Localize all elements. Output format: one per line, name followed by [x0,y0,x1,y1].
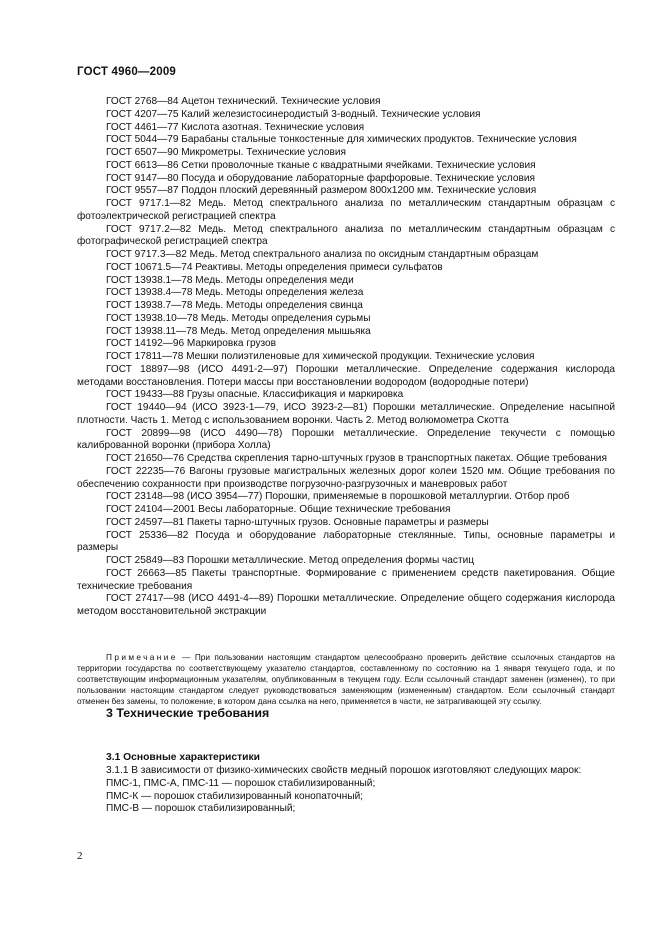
normative-references-list [77,96,615,619]
reference-item: ГОСТ 23148—98 (ИСО 3954—77) Порошки, применяемые в порошковой металлургии. Отбор проб [106,491,570,503]
page-number: 2 [77,850,83,862]
reference-item: ГОСТ 10671.5—74 Реактивы. Методы определения примеси сульфатов [106,261,443,273]
reference-item: ГОСТ 9717.3—82 Медь. Метод спектрального анализа по оксидным стандартным образцам [106,249,539,260]
reference-item: ГОСТ 13938.11—78 Медь. Метод определения мышьяка [106,325,371,337]
reference-item: ГОСТ 9147—80 Посуда и оборудование лабораторные фарфоровые. Технические условия [106,172,535,184]
grade-item: ПМС-1, ПМС-А, ПМС-11 — порошок стабилизированный; [106,777,376,789]
reference-item: ГОСТ 9717.1—82 Медь. Метод спектрального анализа по металлическим стандартным образцам с фотоэлектрической регистрацией спектра [77,198,615,222]
reference-item: ГОСТ 6613—86 Сетки проволочные тканые с квадратными ячейками. Технические условия [106,159,536,171]
grade-item: ПМС-В — порошок стабилизированный; [106,803,296,815]
references-note [77,652,615,707]
reference-item: ГОСТ 2768—84 Ацетон технический. Технические условия [106,96,381,107]
reference-item: ГОСТ 9717.2—82 Медь. Метод спектрального анализа по металлическим стандартным образцам с фотографической регистрацией спектра [77,223,615,248]
reference-item: ГОСТ 18897—98 (ИСО 4491-2—97) Порошки металлические. Определение содержания кислорода методами восстановления. Потери массы при восстановлении водородом (водородные потери) [77,363,615,388]
reference-item: ГОСТ 25849—83 Порошки металлические. Метод определения формы частиц [106,555,475,566]
reference-item: ГОСТ 13938.1—78 Медь. Методы определения меди [106,274,354,286]
reference-item: ГОСТ 9557—87 Поддон плоский деревянный размером 800х1200 мм. Технические условия [106,185,537,197]
reference-item: ГОСТ 6507—90 Микрометры. Технические условия [106,147,346,158]
reference-item: ГОСТ 19440—94 (ИСО 3923-1—79, ИСО 3923-2—81) Порошки металлические. Определение насыпной плотности. Часть 1. Метод с использованием воронки. Часть 2. Метод волюмометра Скотта [77,402,615,426]
reference-item: ГОСТ 17811—78 Мешки полиэтиленовые для химической продукции. Технические условия [106,351,535,362]
reference-item: ГОСТ 24597—81 Пакеты тарно-штучных грузов. Основные параметры и размеры [106,516,489,528]
document-header: ГОСТ 4960—2009 [77,66,177,78]
note-label: Примечание [106,653,178,662]
reference-item: ГОСТ 4461—77 Кислота азотная. Технические условия [106,121,365,133]
grade-item: ПМС-К — порошок стабилизированный конопаточный; [106,790,364,802]
reference-item: ГОСТ 13938.4—78 Медь. Методы определения железа [106,287,364,299]
subsection-title: 3.1 Основные характеристики [106,752,260,763]
section-body [77,765,615,816]
reference-item: ГОСТ 20899—98 (ИСО 4490—78) Порошки металлические. Определение текучести с помощью калиброванной воронки (прибора Холла) [77,427,615,452]
reference-item: ГОСТ 13938.10—78 Медь. Методы определения сурьмы [106,312,371,324]
reference-item: ГОСТ 24104—2001 Весы лабораторные. Общие технические требования [106,504,451,515]
reference-item: ГОСТ 4207—75 Калий железистосинеродистый 3-водный. Технические условия [106,108,481,120]
reference-item: ГОСТ 25336—82 Посуда и оборудование лабораторные стеклянные. Типы, основные параметры и размеры [77,529,615,554]
reference-item: ГОСТ 19433—88 Грузы опасные. Классификация и маркировка [106,389,404,401]
reference-item: ГОСТ 13938.7—78 Медь. Методы определения свинца [106,300,363,311]
reference-item: ГОСТ 5044—79 Барабаны стальные тонкостенные для химических продуктов. Технические условия [106,134,577,146]
reference-item: ГОСТ 22235—76 Вагоны грузовые магистральных железных дорог колеи 1520 мм. Общие требования по обеспечению сохранности при производстве погрузочно-разгрузочных и маневровых работ [77,465,615,490]
section-title: 3 Технические требования [106,706,270,720]
note-text: — При пользовании настоящим стандартом целесообразно проверить действие ссылочных стандартов на территории государства по соответствующему указателю стандартов, составленному по состоянию на 1 января текущего года, и по соответствующим информационным указателям, опубликованным в текущем году. Если ссылочный стандарт заменен (изменен), то при пользовании настоящим стандартом следует руководствоваться заменяющим (измененным) стандартом. Если ссылочный стандарт отменен без замены, то положение, в котором дана ссылка на него, применяется в части, не затрагивающей эту ссылку. [77,653,615,707]
reference-item: ГОСТ 21650—76 Средства скрепления тарно-штучных грузов в транспортных пакетах. Общие требования [106,453,607,464]
clause-paragraph: 3.1.1 В зависимости от физико-химических свойств медный порошок изготовляют следующих марок: [106,765,582,776]
reference-item: ГОСТ 26663—85 Пакеты транспортные. Формирование с применением средств пакетирования. Общие технические требования [77,567,615,592]
reference-item: ГОСТ 14192—96 Маркировка грузов [106,338,277,350]
reference-item: ГОСТ 27417—98 (ИСО 4491-4—89) Порошки металлические. Определение общего содержания кислорода методом восстановительной экстракции [77,593,615,617]
